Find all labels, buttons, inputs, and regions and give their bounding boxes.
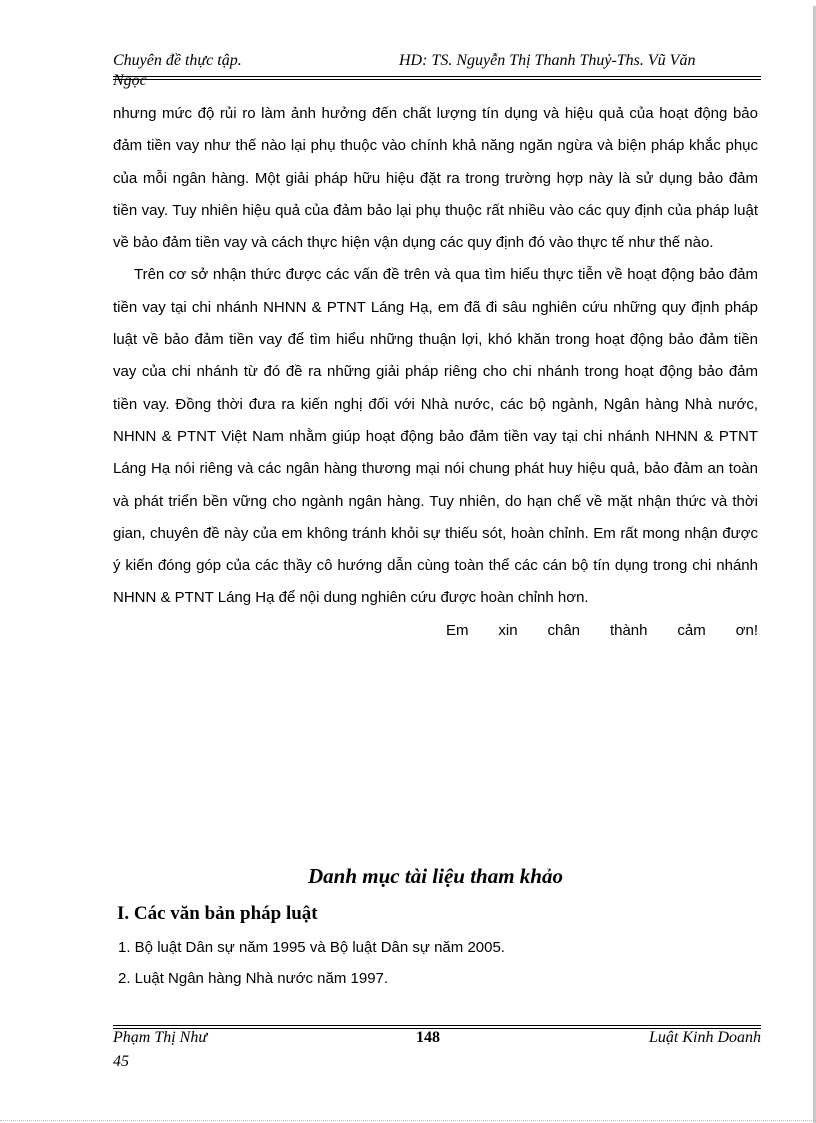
thanks-word: Em: [446, 621, 469, 639]
footer-author-wrap: 45: [113, 1053, 129, 1070]
page-footer: [113, 1029, 761, 1074]
footer-author: Phạm Thị Như: [113, 1029, 208, 1046]
thanks-word: xin: [498, 621, 518, 639]
thanks-word: chân: [547, 621, 581, 639]
header-advisors: HD: TS. Nguyễn Thị Thanh Thuỷ-Ths. Vũ Văn: [399, 52, 696, 69]
reference-item: 1. Bộ luật Dân sự năm 1995 và Bộ luật Dân sự năm 2005.: [118, 939, 505, 956]
thanks-word: thành: [609, 621, 648, 639]
paragraph-1: nhưng mức độ rủi ro làm ảnh hưởng đến chất lượng tín dụng và hiệu quả của hoạt động bảo đảm tiền vay như thế nào lại phụ thuộc vào chính khả năng ngăn ngừa và biện pháp khắc phục của mỗi ngân hàng. Một giải pháp hữu hiệu đặt ra trong trường hợp này là sử dụng bảo đảm tiền vay. Tuy nhiên hiệu quả của đảm bảo lại phụ thuộc rất nhiều vào các quy định của pháp luật về bảo đảm tiền vay và cách thực hiện vận dụng các quy định đó vào thực tế như thế nào.: [113, 105, 758, 252]
references-title: Danh mục tài liệu tham khảo: [308, 864, 563, 888]
paragraph-2: Trên cơ sở nhận thức được các vấn đề trên và qua tìm hiểu thực tiễn về hoạt động bảo đảm tiền vay tại chi nhánh NHNN & PTNT Láng Hạ, em đã đi sâu nghiên cứu những quy định pháp luật về bảo đảm tiền vay để tìm hiểu những thuận lợi, khó khăn trong hoạt động bảo đảm tiền vay của chi nhánh từ đó đề ra những giải pháp riêng cho chi nhánh trong hoạt động bảo đảm tiền vay. Đồng thời đưa ra kiến nghị đối với Nhà nước, các bộ ngành, Ngân hàng Nhà nước, NHNN & PTNT Việt Nam nhằm giúp hoạt động bảo đảm tiền vay tại chi nhánh NHNN & PTNT Láng Hạ nói riêng và các ngân hàng thương mại nói chung phát huy hiệu quả, bảo đảm an toàn và phát triển bền vững cho ngành ngân hàng. Tuy nhiên, do hạn chế về mặt nhận thức và thời gian, chuyên đề này của em không tránh khỏi sự thiếu sót, hoàn chỉnh. Em rất mong nhận được ý kiến đóng góp của các thầy cô hướng dẫn cùng toàn thể các cán bộ tín dụng trong chi nhánh NHNN & PTNT Láng Hạ để nội dung nghiên cứu được hoàn chỉnh hơn.: [113, 266, 758, 607]
header-double-rule: [113, 76, 761, 80]
thanks-word: cảm: [677, 621, 706, 639]
page-header: [113, 52, 761, 92]
footer-page-number: 148: [416, 1029, 440, 1046]
references-list: [118, 937, 505, 999]
footer-department: Luật Kinh Doanh: [648, 1029, 761, 1046]
page-bottom-edge: [0, 1120, 816, 1121]
header-course-title: Chuyên đề thực tập.: [113, 52, 242, 69]
header-advisors-wrap: Ngọc: [113, 72, 147, 89]
references-section-heading: I. Các văn bản pháp luật: [117, 903, 318, 924]
reference-item: 2. Luật Ngân hàng Nhà nước năm 1997.: [118, 970, 389, 987]
thanks-word: ơn!: [735, 621, 758, 639]
thanks-line: [446, 615, 758, 647]
body-text: [113, 98, 758, 647]
